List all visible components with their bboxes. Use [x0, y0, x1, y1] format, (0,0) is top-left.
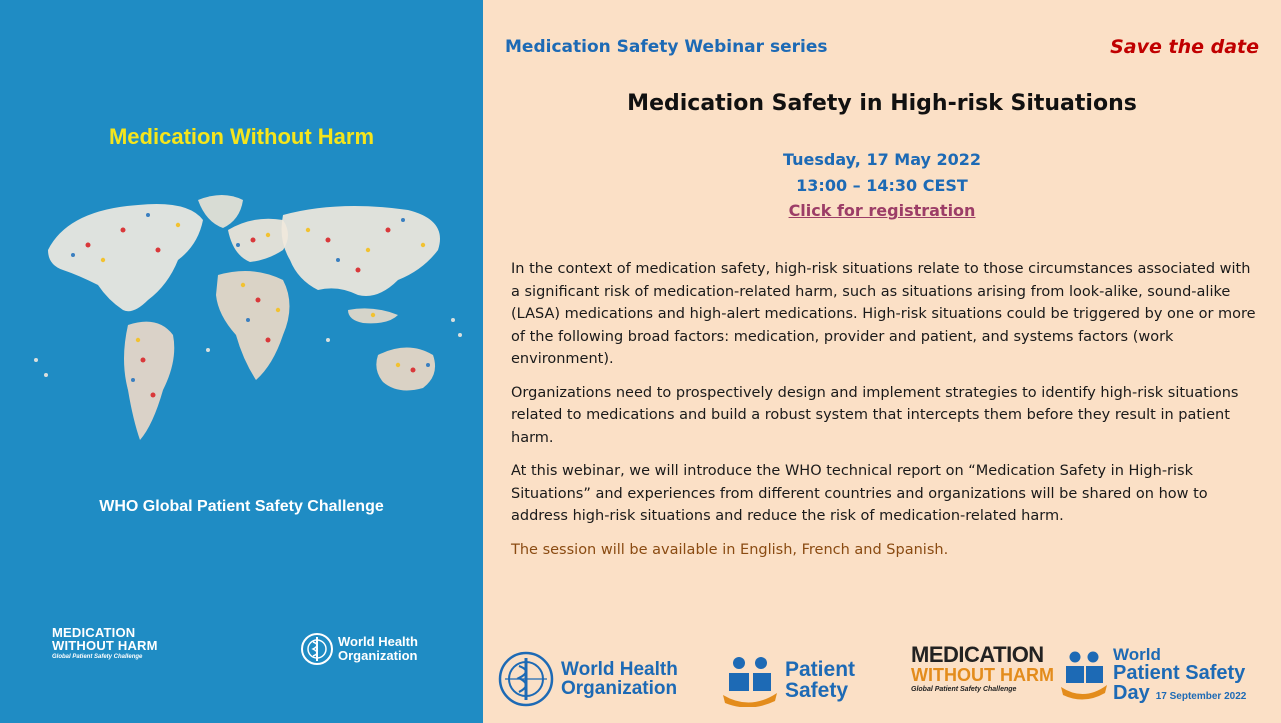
wpsd-line2: Patient Safety: [1113, 662, 1246, 684]
who-logo-left: [300, 632, 418, 666]
left-poster-panel: [0, 0, 483, 723]
event-date: Tuesday, 17 May 2022: [782, 150, 982, 169]
campaign-title: Medication Without Harm: [108, 124, 375, 149]
who-left-line1: World Health: [338, 634, 418, 650]
wpsd-line3: [1113, 683, 1246, 703]
save-the-date-label: Save the date: [1110, 36, 1259, 58]
patient-safety-people-icon: [721, 653, 779, 707]
event-description: [511, 258, 1263, 572]
language-availability: The session will be available in English, French and Spanish.: [511, 541, 949, 558]
mwh-logo-line3: Global Patient Safety Challenge: [52, 654, 143, 660]
event-title: Medication Safety in High-risk Situations: [627, 91, 1137, 116]
registration-link[interactable]: Click for registration: [788, 201, 976, 220]
mwh-logo-line2: WITHOUT HARM: [52, 638, 158, 653]
description-paragraph-1: In the context of medication safety, high-risk situations relate to those circumstances associated with a significant risk of medication-related harm, such as situations arising from look-alike, sound-alike (LASA) medications and high-alert medications. High-risk situations could be triggered by one or more of the following broad factors: medication, provider and patient, and systems factors (work environment).: [511, 261, 1256, 367]
who-emblem-icon: [497, 650, 555, 708]
wpsd-line1: World: [1113, 645, 1161, 664]
right-info-panel: [483, 0, 1281, 723]
footer-logos: [483, 640, 1281, 715]
patient-safety-people-icon: [1059, 647, 1109, 703]
medication-without-harm-footer-logo: [911, 644, 1054, 693]
description-paragraph-3: At this webinar, we will introduce the WHO technical report on “Medication Safety in High-risk Situations” and experiences from different countries and organizations will be shared on how to address high-risk situations and reduce the risk of medication-related harm.: [511, 463, 1208, 524]
description-paragraph-2: Organizations need to prospectively design and implement strategies to identify high-risk situations related to medications and build a robust system that intercepts them before they result in patient harm.: [511, 384, 1239, 446]
registration-link-wrapper: [483, 201, 1281, 220]
medication-without-harm-logo: [52, 626, 158, 660]
mwh-footer-line2: WITHOUT HARM: [911, 665, 1054, 685]
patient-safety-line1: Patient: [785, 658, 856, 681]
world-patient-safety-day-logo: [1059, 646, 1246, 703]
pill-world-map-image: [28, 190, 468, 460]
campaign-subtitle: WHO Global Patient Safety Challenge: [99, 498, 384, 515]
wpsd-day: Day: [1113, 682, 1150, 704]
who-emblem-icon: [300, 632, 334, 666]
who-logo: [497, 650, 678, 708]
who-logo-line2: Organization: [561, 678, 678, 699]
who-left-line2: Organization: [338, 648, 418, 663]
mwh-logo-line1: MEDICATION: [52, 625, 136, 640]
who-logo-line1: World Health: [561, 659, 678, 680]
mwh-footer-line3: Global Patient Safety Challenge: [911, 686, 1017, 693]
patient-safety-logo: [721, 653, 855, 707]
event-time: 13:00 – 14:30 CEST: [796, 176, 968, 195]
wpsd-date: 17 September 2022: [1155, 691, 1247, 702]
mwh-footer-line1: MEDICATION: [911, 642, 1044, 667]
patient-safety-line2: Safety: [785, 679, 849, 702]
series-label: Medication Safety Webinar series: [505, 37, 828, 57]
